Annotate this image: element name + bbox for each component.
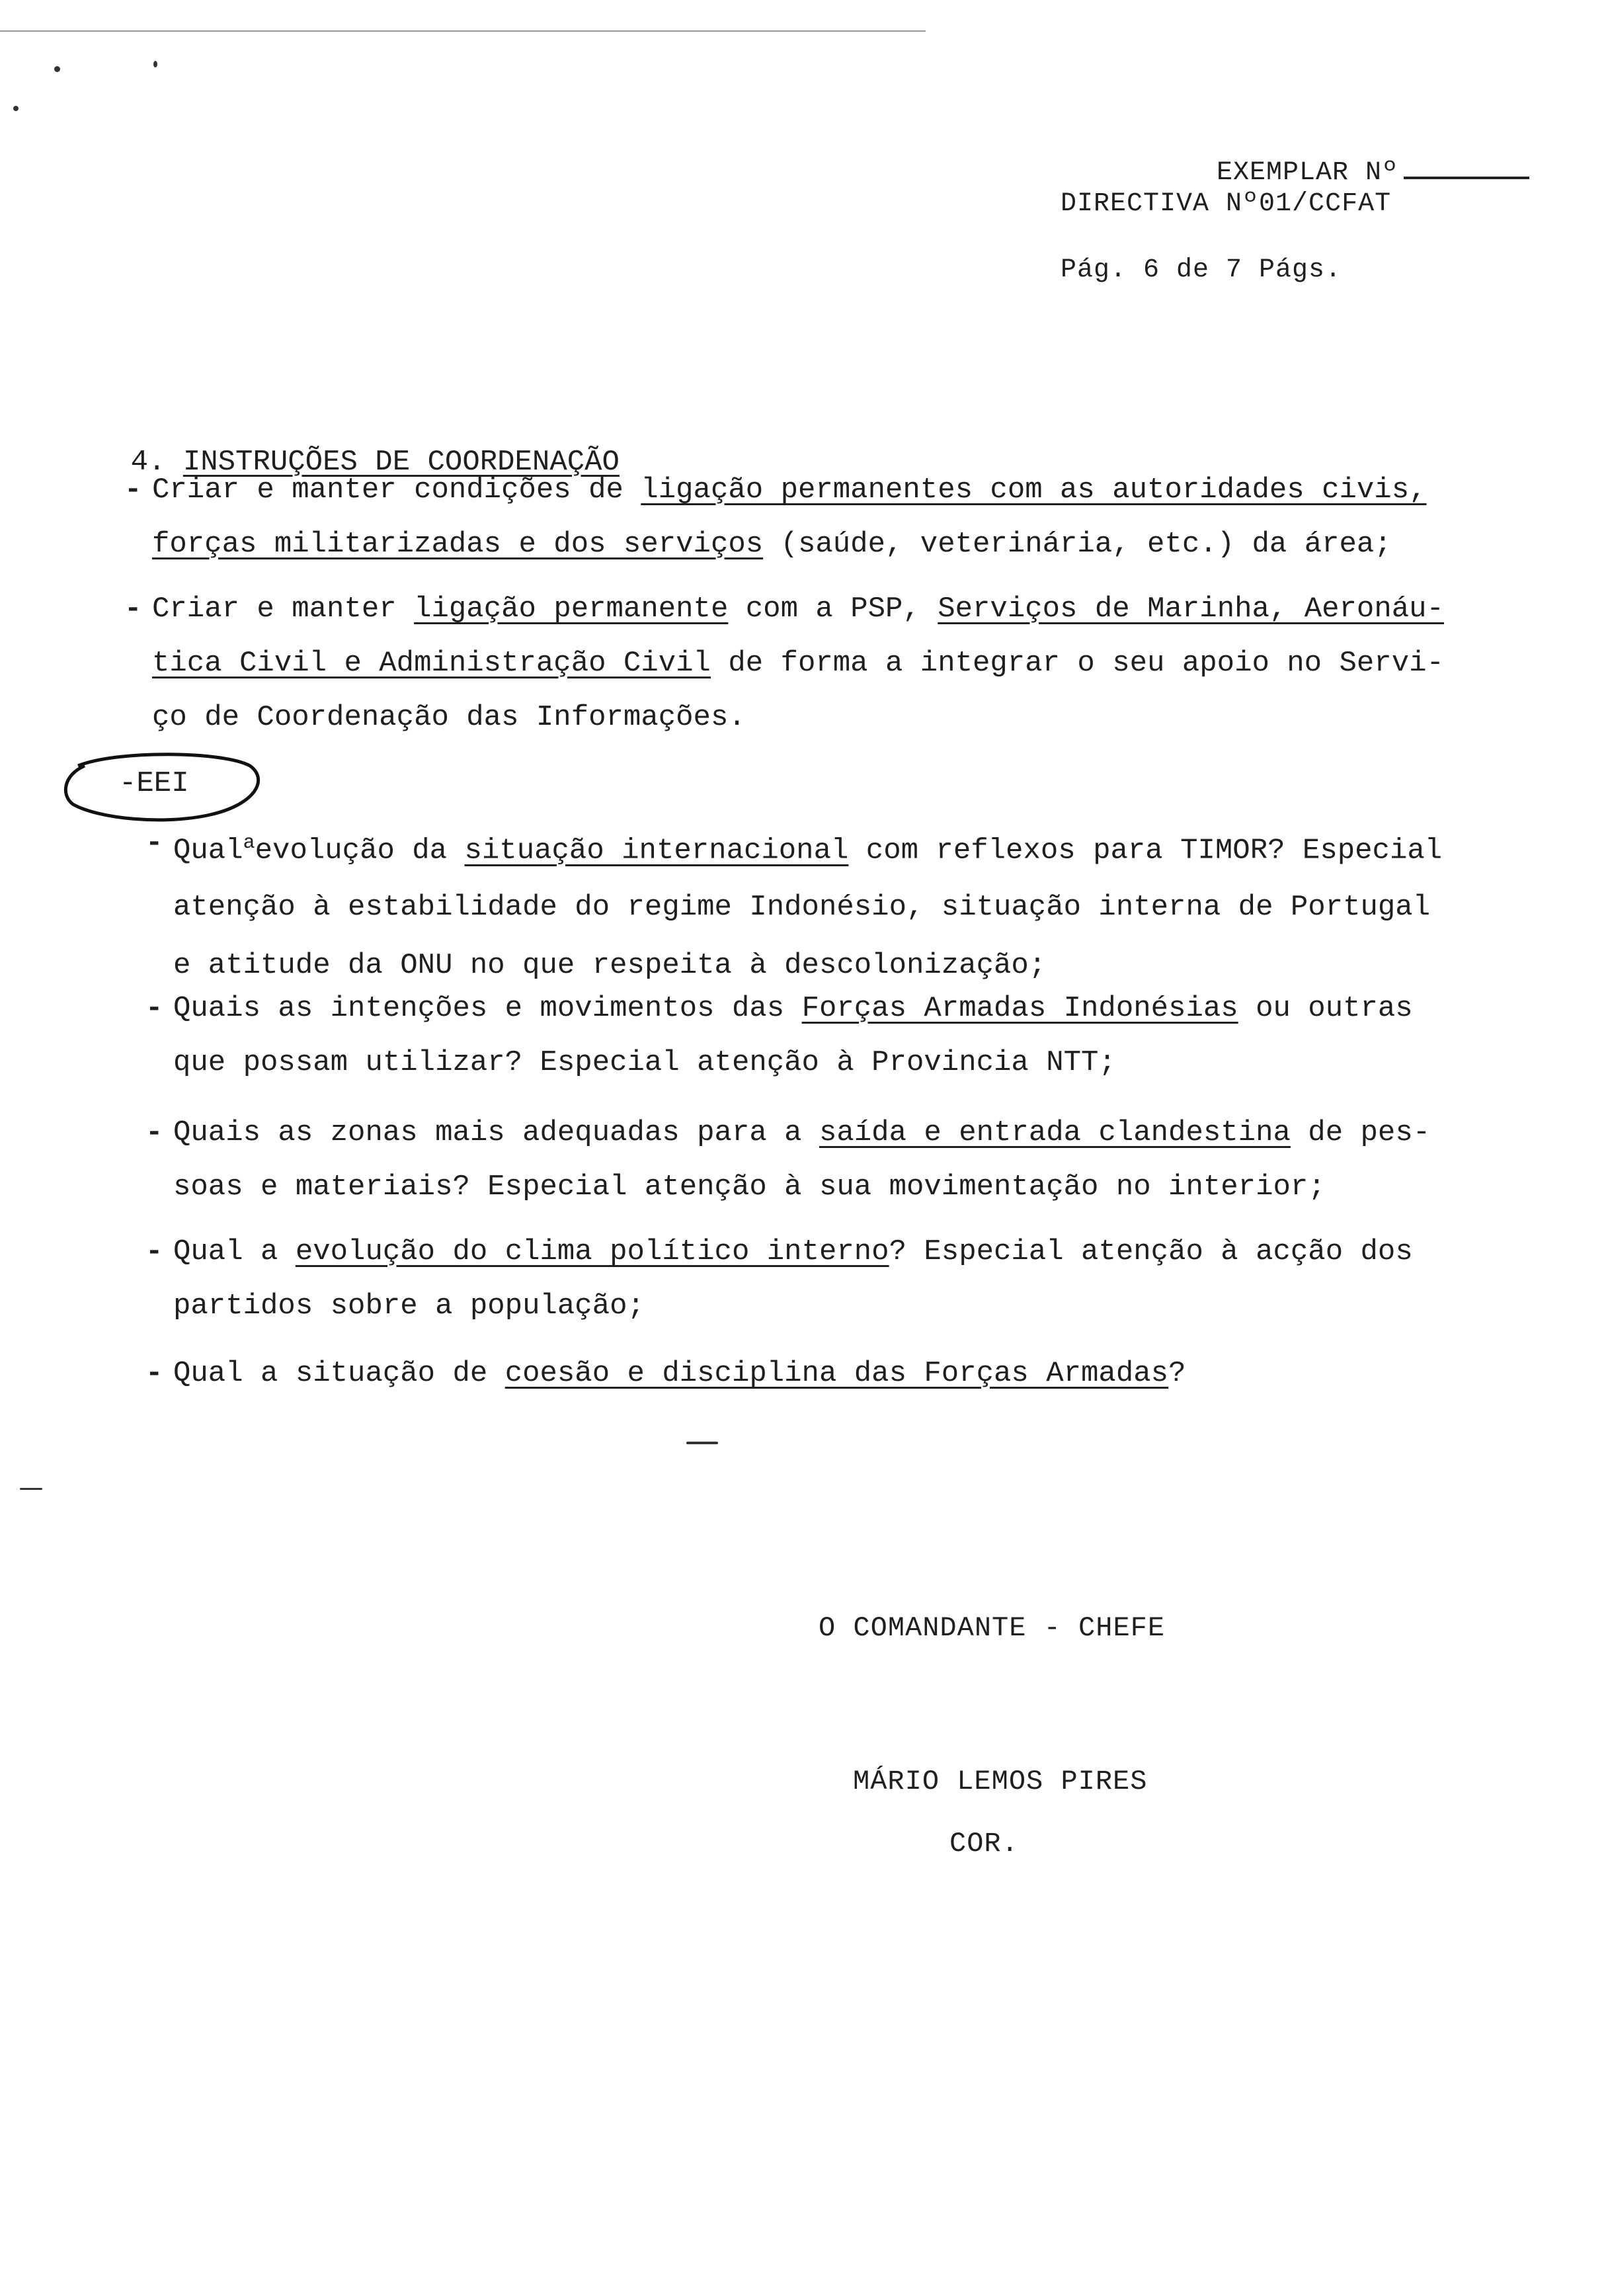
- item-underlined-text: Forças Armadas Indonésias: [801, 992, 1238, 1025]
- bullet-dash: -: [145, 827, 163, 860]
- eei-item-5: [145, 1346, 1186, 1401]
- signature-role: O COMANDANTE - CHEFE: [819, 1612, 1166, 1644]
- item-text: ?: [1168, 1357, 1186, 1390]
- item-text: ? Especial atenção à acção dos: [889, 1235, 1413, 1268]
- item-underlined-text: saída e entrada clandestina: [819, 1116, 1291, 1149]
- item-line: [173, 1160, 1430, 1214]
- item-text: Criar e manter condições de: [152, 473, 641, 507]
- bullet-dash: -: [124, 473, 142, 507]
- item-underlined-text: Serviços de Marinha, Aeronáu-: [938, 593, 1444, 626]
- scan-speck: [13, 106, 19, 111]
- item-text: Qual: [173, 834, 243, 868]
- signature-rank: COR.: [949, 1828, 1019, 1860]
- bullet-dash: -: [124, 593, 142, 626]
- bullet-dash: -: [145, 1116, 163, 1149]
- item-text: de pes-: [1290, 1116, 1431, 1149]
- eei-item-1: [145, 816, 1443, 995]
- item-line: [173, 981, 1413, 1036]
- signature-name: MÁRIO LEMOS PIRES: [853, 1766, 1148, 1797]
- item-underlined-text: tica Civil e Administração Civil: [152, 647, 711, 680]
- scan-edge-line: [0, 30, 926, 32]
- bullet-dash: -: [145, 1235, 163, 1268]
- coordination-item-2: [124, 582, 1444, 745]
- item-line: [152, 463, 1427, 517]
- eei-text: EEI: [136, 767, 189, 800]
- page-number: Pág. 6 de 7 Págs.: [1061, 255, 1342, 285]
- scan-speck: [153, 61, 157, 67]
- item-text: Criar e manter: [152, 593, 415, 626]
- section-number: 4.: [130, 446, 166, 479]
- exemplar-text: EXEMPLAR Nº: [1217, 158, 1399, 188]
- handwritten-insert: a: [243, 832, 255, 854]
- scan-speck: [686, 1442, 718, 1444]
- item-text: de forma a integrar o seu apoio no Servi-: [710, 647, 1444, 680]
- item-line: [173, 1036, 1413, 1090]
- item-line: [173, 1225, 1413, 1279]
- eei-item-2: [145, 981, 1413, 1090]
- item-underlined-text: coesão e disciplina das Forças Armadas: [504, 1357, 1169, 1390]
- item-underlined-text: forças militarizadas e dos serviços: [152, 528, 764, 561]
- exemplar-blank-line: [1404, 153, 1529, 179]
- item-line: [173, 878, 1442, 936]
- item-line: [152, 517, 1427, 571]
- item-underlined-text: ligação permanentes com as autoridades civis,: [641, 473, 1427, 507]
- item-text: partidos sobre a população;: [173, 1290, 645, 1323]
- item-line: [152, 636, 1444, 690]
- item-text: ço de Coordenação das Informações.: [152, 701, 746, 734]
- eei-item-3: [145, 1106, 1431, 1214]
- coordination-item-1: [124, 463, 1427, 571]
- scan-speck: [20, 1488, 42, 1490]
- item-underlined-text: ligação permanente: [414, 593, 729, 626]
- item-line: [173, 1346, 1186, 1401]
- item-line: [173, 1279, 1413, 1333]
- item-text: com reflexos para TIMOR? Especial: [848, 834, 1443, 868]
- item-line: [152, 582, 1444, 636]
- item-text: Qual a: [173, 1235, 296, 1268]
- item-text: e atitude da ONU no que respeita à descolonização;: [173, 948, 1047, 982]
- item-text: Quais as intenções e movimentos das: [173, 992, 802, 1025]
- eei-dash: -: [119, 767, 137, 800]
- item-underlined-text: evolução do clima político interno: [295, 1235, 889, 1268]
- item-text: soas e materiais? Especial atenção à sua movimentação no interior;: [173, 1170, 1326, 1204]
- bullet-dash: -: [145, 1357, 163, 1390]
- directive-number: DIRECTIVA Nº01/CCFAT: [1061, 189, 1392, 219]
- item-text: que possam utilizar? Especial atenção à Provincia NTT;: [173, 1046, 1116, 1079]
- eei-item-4: [145, 1225, 1413, 1333]
- item-text: atenção à estabilidade do regime Indonésio, situação interna de Portugal: [173, 890, 1431, 924]
- item-underlined-text: situação internacional: [464, 834, 849, 868]
- bullet-dash: -: [145, 992, 163, 1025]
- item-text: Quais as zonas mais adequadas para a: [173, 1116, 819, 1149]
- item-text: (saúde, veterinária, etc.) da área;: [763, 528, 1392, 561]
- item-text: evolução da: [255, 834, 465, 868]
- item-line: [152, 690, 1444, 745]
- item-text: ou outras: [1238, 992, 1413, 1025]
- eei-label: [119, 767, 189, 800]
- section-title: INSTRUÇÕES DE COORDENAÇÃO: [182, 446, 620, 479]
- scan-speck: [54, 66, 60, 72]
- item-line: [173, 816, 1442, 878]
- item-text: com a PSP,: [728, 593, 938, 626]
- item-text: Qual a situação de: [173, 1357, 505, 1390]
- item-line: [173, 1106, 1430, 1160]
